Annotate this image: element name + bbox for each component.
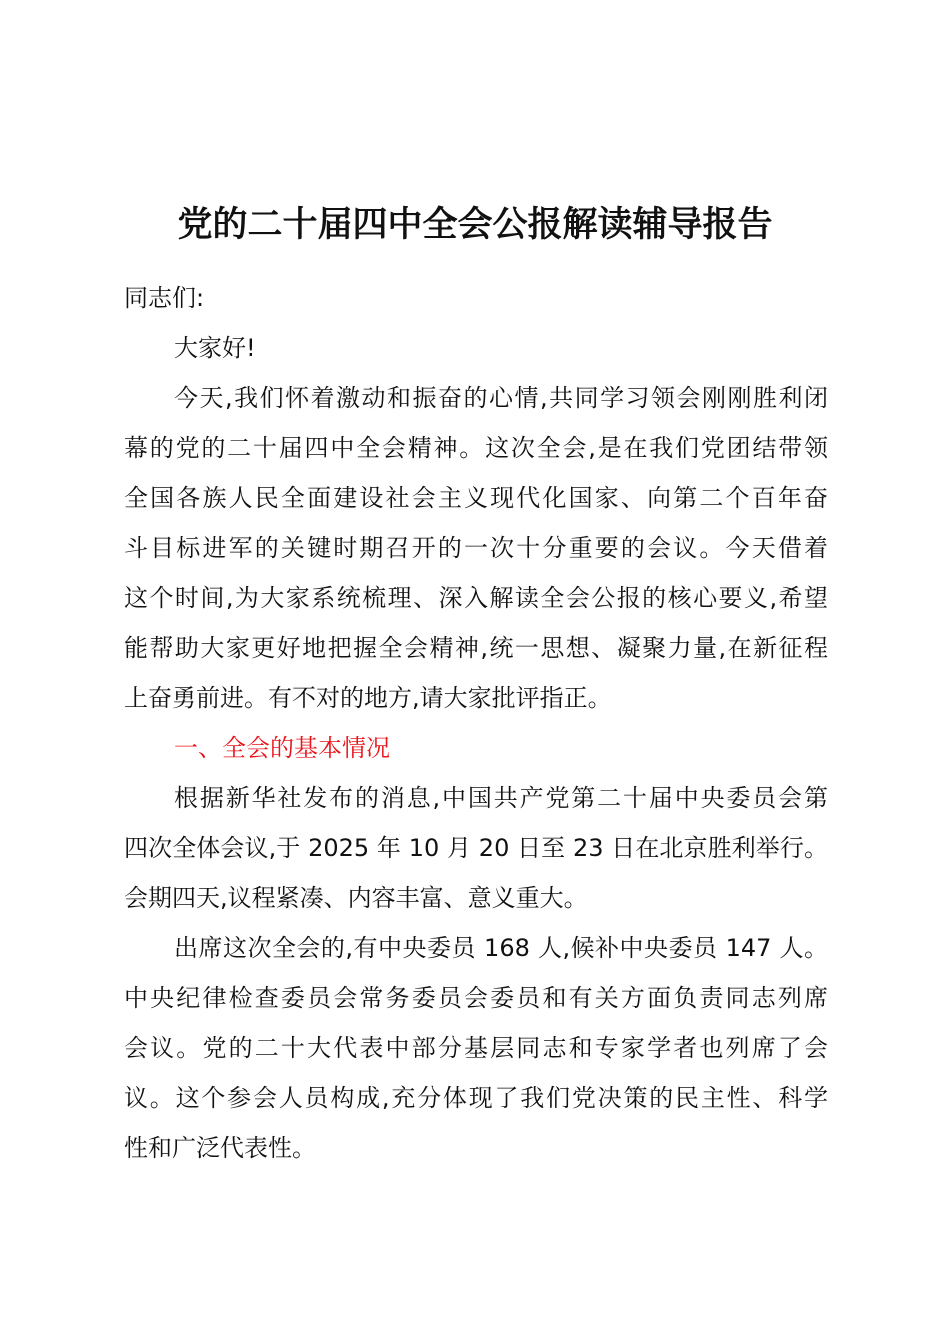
paragraph-line: 性和广泛代表性。: [124, 1134, 316, 1162]
paragraph-line: 这个时间,为大家系统梳理、深入解读全会公报的核心要义,希望: [124, 584, 828, 612]
paragraph-line: 四次全体会议,于 2025 年 10 月 20 日至 23 日在北京胜利举行。: [124, 834, 828, 862]
paragraph-line: 根据新华社发布的消息,中国共产党第二十届中央委员会第: [174, 784, 828, 812]
paragraph-line: 出席这次全会的,有中央委员 168 人,候补中央委员 147 人。: [174, 934, 828, 962]
paragraph-line: 能帮助大家更好地把握全会精神,统一思想、凝聚力量,在新征程: [124, 634, 828, 662]
paragraph-line: 会期四天,议程紧凑、内容丰富、意义重大。: [124, 884, 588, 912]
document-title: 党的二十届四中全会公报解读辅导报告: [177, 205, 773, 245]
paragraph-line: 幕的党的二十届四中全会精神。这次全会,是在我们党团结带领: [124, 434, 828, 462]
salutation: 同志们:: [124, 284, 205, 312]
greeting: 大家好!: [174, 334, 256, 362]
paragraph-line: 中央纪律检查委员会常务委员会委员和有关方面负责同志列席: [124, 984, 828, 1012]
paragraph-line: 会议。党的二十大代表中部分基层同志和专家学者也列席了会: [124, 1034, 828, 1062]
paragraph-line: 上奋勇前进。有不对的地方,请大家批评指正。: [124, 684, 612, 712]
document-body: [124, 273, 828, 1173]
paragraph-line: 全国各族人民全面建设社会主义现代化国家、向第二个百年奋: [124, 484, 828, 512]
paragraph-line: 斗目标进军的关键时期召开的一次十分重要的会议。今天借着: [124, 534, 828, 562]
paragraph-line: 今天,我们怀着激动和振奋的心情,共同学习领会刚刚胜利闭: [174, 384, 828, 412]
paragraph-line: 议。这个参会人员构成,充分体现了我们党决策的民主性、科学: [124, 1084, 828, 1112]
section-heading: 一、全会的基本情况: [174, 734, 390, 762]
